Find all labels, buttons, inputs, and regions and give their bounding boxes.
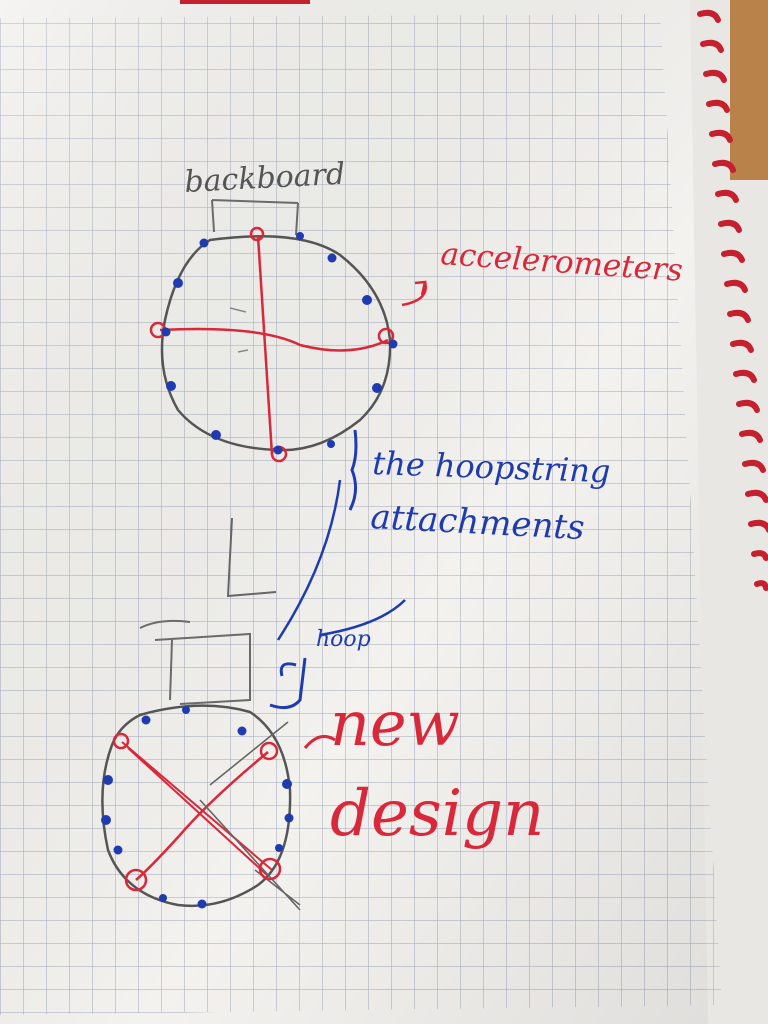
accelerometers-label: accelerometers (439, 236, 684, 289)
new-design-label-line1: new (330, 687, 460, 760)
wooden-table-edge (730, 0, 768, 180)
hoop-label: hoop (316, 627, 371, 652)
backboard-label: backboard (183, 156, 346, 200)
hoopstring-label-line2: attachments (369, 497, 586, 549)
hoopstring-label-line1: the hoopstring (371, 444, 612, 491)
new-design-label-line2: design (330, 777, 545, 851)
